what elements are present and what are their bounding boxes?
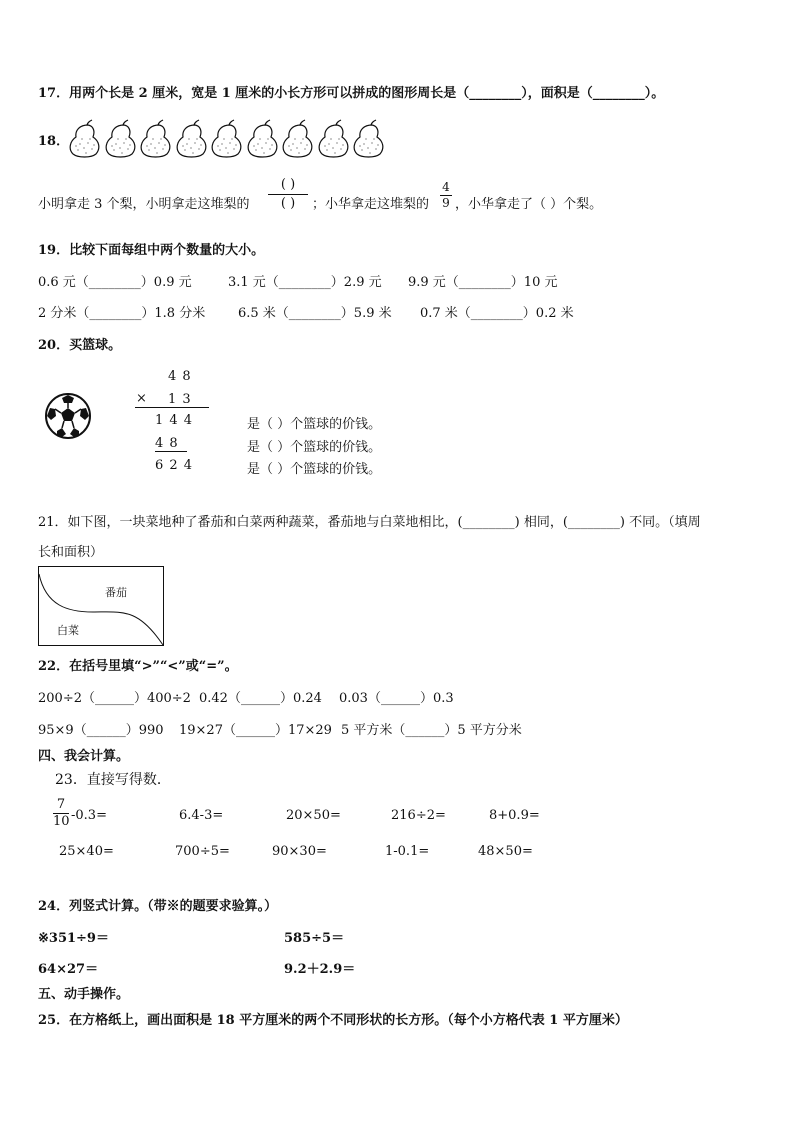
mult-line bbox=[135, 407, 209, 408]
q22-r1-c3: 0.03（______）0.3 bbox=[339, 691, 454, 706]
mult-sign: × bbox=[136, 391, 147, 406]
q19-r2-c1: 2 分米（________）1.8 分米 bbox=[38, 306, 206, 321]
q19-title: 19．比较下面每组中两个数量的大小。 bbox=[38, 243, 265, 258]
q22-r2-c2: 19×27（______）17×29 bbox=[179, 723, 332, 738]
fraction-denominator: 9 bbox=[442, 196, 450, 210]
q19-r2-c2: 6.5 米（________）5.9 米 bbox=[238, 306, 392, 321]
partial-1: 1 4 4 bbox=[155, 413, 194, 428]
q25-title: 25．在方格纸上，画出面积是 18 平方厘米的两个不同形状的长方形。（每个小方格代表 1 平方厘米） bbox=[38, 1013, 628, 1028]
q23-item-2: 6.4-3= bbox=[179, 808, 224, 823]
q19-r1-c1: 0.6 元（________）0.9 元 bbox=[38, 275, 192, 290]
q24-item-1: ※351÷9＝ bbox=[38, 931, 109, 946]
pear-icon bbox=[175, 120, 209, 158]
q23-item-10: 48×50= bbox=[478, 844, 533, 859]
fraction-numerator: 7 bbox=[56, 797, 66, 812]
pear-icon bbox=[139, 120, 173, 158]
q23-fraction bbox=[53, 797, 69, 830]
q19-r1-c2: 3.1 元（________）2.9 元 bbox=[228, 275, 382, 290]
q24-item-2: 585÷5＝ bbox=[284, 931, 345, 946]
q18-blank-fraction bbox=[268, 176, 308, 213]
q17-text: 17．用两个长是 2 厘米，宽是 1 厘米的小长方形可以拼成的图形周长是（________），面积是（________）。 bbox=[38, 86, 665, 101]
q21-title: 21．如下图，一块菜地种了番茄和白菜两种蔬菜，番茄地与白菜地相比，(________) 相同，(________) 不同。（填周 bbox=[38, 515, 701, 530]
section-4-heading: 四、我会计算。 bbox=[38, 749, 130, 764]
label-cabbage: 白菜 bbox=[57, 624, 79, 637]
section-5-heading: 五、动手操作。 bbox=[38, 987, 130, 1002]
q24-item-4: 9.2＋2.9＝ bbox=[284, 962, 356, 977]
pear-icon bbox=[317, 120, 351, 158]
q20-label-1: 是（ ）个篮球的价钱。 bbox=[247, 417, 382, 432]
q24-item-3: 64×27＝ bbox=[38, 962, 99, 977]
fraction-denominator: ( ) bbox=[280, 196, 296, 211]
fraction-denominator: 10 bbox=[53, 814, 70, 829]
partial-2: 4 8 bbox=[155, 436, 179, 451]
q23-item-3: 20×50= bbox=[286, 808, 341, 823]
q19-r2-c3: 0.7 米（________）0.2 米 bbox=[420, 306, 574, 321]
q23-item-7: 700÷5= bbox=[175, 844, 230, 859]
q18-number: 18． bbox=[38, 134, 70, 149]
q18-fraction bbox=[440, 180, 452, 211]
pear-icon bbox=[210, 120, 244, 158]
partial-underline bbox=[155, 451, 187, 452]
q22-r2-c1: 95×9（______）990 bbox=[38, 723, 164, 738]
q23-item-5: 8+0.9= bbox=[489, 808, 540, 823]
q19-r1-c3: 9.9 元（________）10 元 bbox=[408, 275, 558, 290]
q18-text-c: ，小华拿走了（ ）个梨。 bbox=[455, 197, 603, 212]
pear-icon bbox=[68, 120, 102, 158]
q22-r2-c3: 5 平方米（______）5 平方分米 bbox=[341, 723, 522, 738]
result: 6 2 4 bbox=[155, 458, 194, 473]
pear-icon bbox=[281, 120, 315, 158]
mult-top: 4 8 bbox=[168, 369, 192, 384]
mult-bottom: 1 3 bbox=[168, 392, 192, 407]
q20-label-3: 是（ ）个篮球的价钱。 bbox=[247, 462, 382, 477]
q20-label-2: 是（ ）个篮球的价钱。 bbox=[247, 440, 382, 455]
q21-title-cont: 长和面积） bbox=[38, 545, 104, 560]
pear-icon bbox=[104, 120, 138, 158]
q23-item-1: -0.3= bbox=[71, 808, 107, 823]
fraction-numerator: 4 bbox=[442, 180, 450, 194]
q23-item-4: 216÷2= bbox=[391, 808, 446, 823]
q20-title: 20．买篮球。 bbox=[38, 338, 122, 353]
q22-title: 22．在括号里填“>”“<”或“=”。 bbox=[38, 659, 238, 674]
q22-r1-c1: 200÷2（______）400÷2 bbox=[38, 691, 191, 706]
q23-item-6: 25×40= bbox=[59, 844, 114, 859]
q23-item-9: 1-0.1= bbox=[385, 844, 430, 859]
q18-text-a: 小明拿走 3 个梨，小明拿走这堆梨的 bbox=[38, 197, 250, 212]
q22-r1-c2: 0.42（______）0.24 bbox=[199, 691, 322, 706]
fraction-numerator: ( ) bbox=[280, 177, 296, 192]
q18-text-b: ；小华拿走这堆梨的 bbox=[312, 197, 430, 212]
q23-item-8: 90×30= bbox=[272, 844, 327, 859]
pear-icon bbox=[352, 120, 386, 158]
q23-title: 23．直接写得数． bbox=[55, 772, 171, 788]
soccer-ball-icon bbox=[44, 392, 92, 440]
pear-icon bbox=[246, 120, 280, 158]
label-tomato: 番茄 bbox=[105, 586, 127, 599]
q24-title: 24．列竖式计算。（带※的题要求验算。） bbox=[38, 899, 278, 914]
